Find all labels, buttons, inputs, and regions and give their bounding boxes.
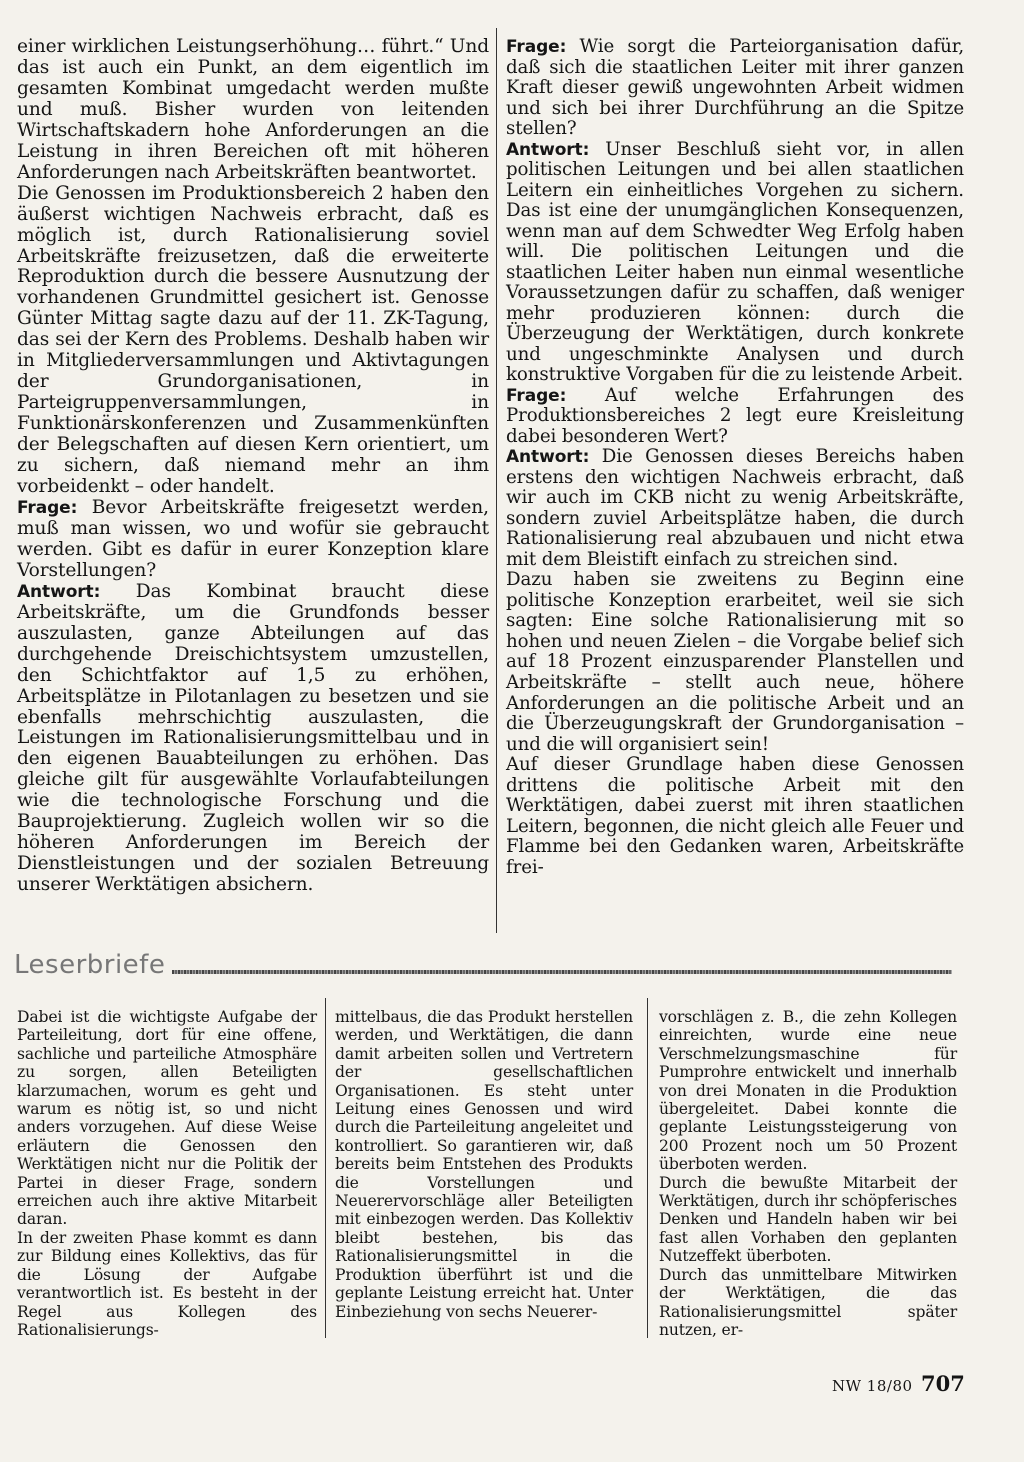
qa-label: Antwort: (506, 447, 590, 468)
column-divider (325, 998, 326, 1338)
paragraph (506, 386, 964, 448)
page-number: 707 (921, 1371, 965, 1396)
qa-label: Frage: (17, 497, 78, 518)
paragraph (506, 755, 964, 878)
paragraph (17, 1008, 317, 1229)
heading-rule (172, 970, 952, 974)
issue-number: NW 18/80 (832, 1377, 913, 1395)
paragraph (506, 570, 964, 755)
qa-label: Antwort: (17, 581, 101, 602)
paragraph (659, 1174, 957, 1266)
paragraph-text: einer wirklichen Leistungserhöhung… führt.“ Und das ist auch ein Punkt, an dem eigentlich im gesamten Kombinat umgedacht werden mußte und muß. Bisher wurden von leitenden Wirtschaftskadern hohe Anforderungen an die Leistung in ihren Bereichen oft mit höheren Anforderungen nach Arbeitskräften beantwortet. (17, 36, 489, 183)
paragraph (335, 1008, 633, 1321)
paragraph-text: Auf welche Erfahrungen des Produktionsbereiches 2 legt eure Kreisleitung dabei besonderen Wert? (506, 384, 964, 447)
article-column-left (17, 37, 489, 896)
paragraph-text: Das Kombinat braucht diese Arbeitskräfte, um die Grundfonds besser auszulasten, ganze Abteilungen auf das durchgehende Dreischichtsystem umzustellen, den Schichtfaktor auf 1,5 zu erhöhen, Arbeitsplätze in Pilotanlagen zu besetzen und sie ebenfalls mehrschichtig auszulasten, die Leistungen im Rationalisierungsmittelbau und in den eigenen Bauabteilungen zu erhöhen. Das gleiche gilt für ausgewählte Vorlaufabteilungen wie die technologische Forschung und die Bauprojektierung. Zugleich wollen wir so die höheren Anforderungen im Bereich der Dienstleistungen und der sozialen Betreuung unserer Werktätigen absichern. (17, 580, 489, 896)
paragraph (17, 1229, 317, 1339)
paragraph-text: Dabei ist die wichtigste Aufgabe der Parteileitung, dort für eine offene, sachliche und parteiliche Atmosphäre zu sorgen, allen Beteiligten klarzumachen, worum es geht und warum es nötig ist, so und nicht anders vorzugehen. Auf diese Weise erläutern die Genossen den Werktätigen nicht nur die Politik der Partei in dieser Frage, sondern erreichen auch ihre aktive Mitarbeit daran. (17, 1008, 317, 1229)
section-heading: Leserbriefe (14, 950, 166, 980)
paragraph-text: vorschlägen z. B., die zehn Kollegen einreichten, wurde eine neue Verschmelzungsmaschine für Pumprohre entwickelt und innerhalb von drei Monaten in die Produktion übergeleitet. Dabei konnte die geplante Leistungssteigerung von 200 Prozent noch um 50 Prozent überboten werden. (659, 1008, 957, 1174)
letters-column-1 (17, 1008, 317, 1339)
paragraph (506, 37, 964, 140)
column-divider (647, 998, 648, 1338)
article-column-right (506, 37, 964, 878)
paragraph (659, 1266, 957, 1340)
letters-column-2 (335, 1008, 633, 1321)
qa-label: Antwort: (506, 139, 590, 160)
paragraph-text: Durch die bewußte Mitarbeit der Werktätigen, durch ihr schöpferisches Denken und Handeln haben wir bei fast allen Vorhaben den geplanten Nutzeffekt überboten. (659, 1173, 957, 1266)
paragraph-text: mittelbaus, die das Produkt herstellen werden, und Werktätigen, die dann damit arbeiten sollen und Vertretern der gesellschaftlichen Organisationen. Es steht unter Leitung eines Genossen und wird durch die Parteileitung angeleitet und kontrolliert. So garantieren wir, daß bereits beim Entstehen des Produkts die Vorstellungen und Neuerervorschläge aller Beteiligten mit einbezogen werden. Das Kollektiv bleibt bestehen, bis das Rationalisierungsmittel in die Produktion überführt ist und die geplante Leistung erreicht hat. Unter Einbeziehung von sechs Neuerer- (335, 1008, 633, 1321)
paragraph-text: Durch das unmittelbare Mitwirken der Werktätigen, die das Rationalisierungsmittel später nutzen, er- (659, 1265, 957, 1339)
paragraph-text: Dazu haben sie zweitens zu Beginn eine politische Konzeption erarbeitet, weil sie sich sagten: Eine solche Rationalisierung mit so hohen und neuen Zielen – die Vorgabe belief sich auf 18 Prozent einzusparender Planstellen und Arbeitskräfte – stellt auch neue, höhere Anforderungen an die politische Arbeit und an die Überzeugungskraft der Grundorganisation – und die will organisiert sein! (506, 569, 964, 755)
paragraph-text: In der zweiten Phase kommt es dann zur Bildung eines Kollektivs, das für die Lösung der Aufgabe verantwortlich ist. Es besteht in der Regel aus Kollegen des Rationalisierungs- (17, 1228, 317, 1339)
paragraph (17, 582, 489, 896)
paragraph-text: Wie sorgt die Parteiorganisation dafür, daß sich die staatlichen Leiter mit ihrer ganzen Kraft dieser gewiß ungewohnten Arbeit widmen und sich bei ihrer Durchführung an die Spitze stellen? (506, 36, 964, 140)
column-divider (496, 28, 497, 933)
paragraph (659, 1008, 957, 1174)
paragraph-text: Die Genossen dieses Bereichs haben erstens den wichtigen Nachweis erbracht, daß wir auch im CKB nicht zu wenig Arbeitskräfte, sondern zuviel Arbeitsplätze haben, die durch Rationalisierung real abzubauen und nicht etwa mit dem Bleistift einfach zu streichen sind. (506, 446, 964, 570)
paragraph-text: Bevor Arbeitskräfte freigesetzt werden, muß man wissen, wo und wofür sie gebraucht werden. Gibt es dafür in eurer Konzeption klare Vorstellungen? (17, 496, 489, 581)
paragraph (506, 447, 964, 570)
qa-label: Frage: (506, 385, 567, 406)
paragraph (17, 184, 489, 498)
paragraph-text: Die Genossen im Produktionsbereich 2 haben den äußerst wichtigen Nachweis erbracht, daß es möglich ist, durch Rationalisierung soviel Arbeitskräfte freizusetzen, daß die erweiterte Reproduktion durch die bessere Ausnutzung der vorhandenen Grundmittel gesichert ist. Genosse Günter Mittag sagte dazu auf der 11. ZK-Tagung, das sei der Kern des Problems. Deshalb haben wir in Mitgliederversammlungen und Aktivtagungen der Grundorganisationen, in Parteigruppenversammlungen, in Funktionärskonferenzen und Zusammenkünften der Belegschaften auf diesen Kern orientiert, um zu sichern, daß niemand mehr an ihm vorbeidenkt – oder handelt. (17, 182, 489, 498)
paragraph (17, 37, 489, 184)
letters-column-3 (659, 1008, 957, 1339)
paragraph (506, 140, 964, 386)
paragraph-text: Auf dieser Grundlage haben diese Genossen drittens die politische Arbeit mit den Werktätigen, dabei zuerst mit ihren staatlichen Leitern, begonnen, die nicht gleich alle Feuer und Flamme bei den Gedanken waren, Arbeitskräfte frei- (506, 754, 964, 878)
qa-label: Frage: (506, 37, 567, 57)
paragraph (17, 498, 489, 582)
paragraph-text: Unser Beschluß sieht vor, in allen politischen Leitungen und bei allen staatlichen Leitern ein einheitliches Vorgehen zu sichern. Das ist eine der unumgänglichen Konsequenzen, wenn man auf dem Schwedter Weg Erfolg haben will. Die politischen Leitungen und die staatlichen Leiter haben nun einmal wesentliche Voraussetzungen dafür zu schaffen, daß weniger mehr produzieren können: durch die Überzeugung der Werktätigen, durch konkrete und ungeschminkte Analysen und durch konstruktive Vorgaben für die zu leistende Arbeit. (506, 138, 964, 386)
